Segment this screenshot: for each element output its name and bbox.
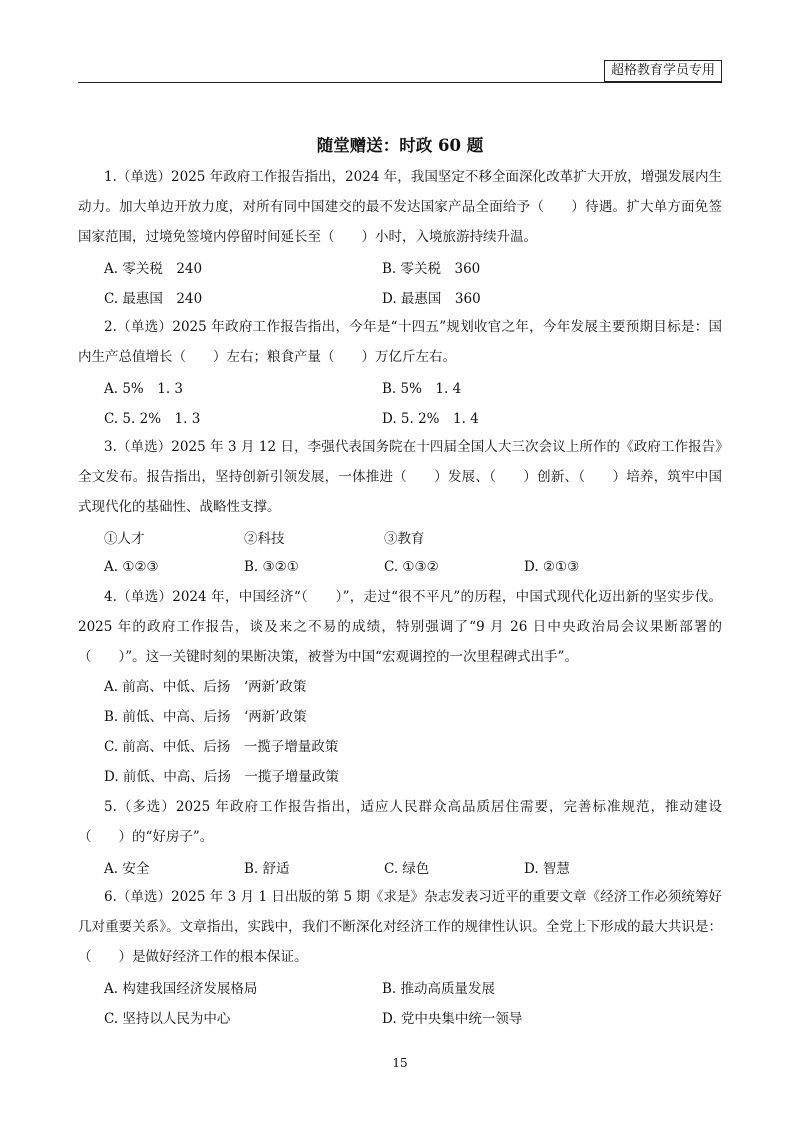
question-6-text: 6.（单选）2025 年 3 月 1 日出版的第 5 期《求是》杂志发表习近平的重要文章《经济工作必须统筹好几对重要关系》。文章指出，实践中，我们不断深化对经济工作的规律性认识。全党上下形成的最大共识是：（ ）是做好经济工作的根本保证。 bbox=[78, 889, 722, 965]
question-2-options-row2 bbox=[78, 402, 722, 432]
item-2: ②科技 bbox=[244, 531, 285, 547]
option-c: C. 最惠国 240 bbox=[104, 291, 203, 307]
option-b: B. 前低、中高、后扬 ‘两新’政策 bbox=[104, 709, 307, 725]
option-c: C. 坚持以人民为中心 bbox=[104, 1011, 231, 1027]
question-1-options-row1 bbox=[78, 252, 722, 282]
option-b: B. ③②① bbox=[244, 559, 299, 575]
page-number: 15 bbox=[392, 1056, 408, 1070]
option-d: D. 前低、中高、后扬 一揽子增量政策 bbox=[104, 769, 339, 785]
question-list bbox=[78, 162, 722, 1032]
option-b: B. 推动高质量发展 bbox=[382, 981, 496, 997]
question-2-text: 2.（单选）2025 年政府工作报告指出，今年是“十四五”规划收官之年，今年发展主要预期目标是：国内生产总值增长（ ）左右；粮食产量（ ）万亿斤左右。 bbox=[78, 319, 722, 365]
option-a: A. 前高、中低、后扬 ‘两新’政策 bbox=[104, 679, 307, 695]
item-1: ①人才 bbox=[104, 531, 145, 547]
option-d: D. 5. 2% 1. 4 bbox=[382, 411, 479, 427]
question-5-options bbox=[78, 852, 722, 882]
option-a: A. 安全 bbox=[104, 861, 150, 877]
option-a: A. 5% 1. 3 bbox=[104, 381, 184, 397]
option-d: D. 党中央集中统一领导 bbox=[382, 1011, 523, 1027]
question-4-text: 4.（单选）2024 年，中国经济“（ ）”，走过“很不平凡”的历程，中国式现代化迈出新的坚实步伐。2025 年的政府工作报告，谈及来之不易的成绩，特别强调了“9 月 26 日中央政治局会议果断部署的（ ）”。这一关键时刻的果断决策，被誉为中国“宏观调控的一次里程碑式出手”。 bbox=[78, 589, 722, 665]
header-badge: 超格教育学员专用 bbox=[604, 60, 722, 82]
question-3-options bbox=[78, 552, 722, 582]
question-6-options-row1 bbox=[78, 972, 722, 1002]
option-d: D. ②①③ bbox=[524, 559, 580, 575]
question-4-options bbox=[78, 672, 722, 792]
option-c: C. 前高、中低、后扬 一揽子增量政策 bbox=[104, 739, 339, 755]
option-b: B. 舒适 bbox=[244, 861, 290, 877]
question-1-options-row2 bbox=[78, 282, 722, 312]
question-3-items bbox=[78, 522, 722, 552]
question-1-text: 1.（单选）2025 年政府工作报告指出，2024 年，我国坚定不移全面深化改革扩大开放，增强发展内生动力。加大单边开放力度，对所有同中国建交的最不发达国家产品全面给予（ ）待遇。扩大单方面免签国家范围，过境免签境内停留时间延长至（ ）小时，入境旅游持续升温。 bbox=[78, 169, 722, 245]
option-c: C. 5. 2% 1. 3 bbox=[104, 411, 201, 427]
page-title: 随堂赠送：时政 60 题 bbox=[316, 136, 484, 155]
question-6-options-row2 bbox=[78, 1002, 722, 1032]
option-d: D. 最惠国 360 bbox=[382, 291, 481, 307]
option-c: C. 绿色 bbox=[384, 861, 430, 877]
item-3: ③教育 bbox=[384, 531, 425, 547]
question-2-options-row1 bbox=[78, 372, 722, 402]
header-divider bbox=[78, 82, 722, 83]
option-b: B. 5% 1. 4 bbox=[382, 381, 462, 397]
option-b: B. 零关税 360 bbox=[382, 261, 481, 277]
option-c: C. ①③② bbox=[384, 559, 439, 575]
question-3-text: 3.（单选）2025 年 3 月 12 日，李强代表国务院在十四届全国人大三次会议上所作的《政府工作报告》全文发布。报告指出，坚持创新引领发展，一体推进（ ）发展、（ ）创新、（ ）培养，筑牢中国式现代化的基础性、战略性支撑。 bbox=[78, 439, 722, 515]
question-5-text: 5.（多选）2025 年政府工作报告指出，适应人民群众高品质居住需要，完善标准规范，推动建设（ ）的“好房子”。 bbox=[78, 799, 722, 845]
option-a: A. 零关税 240 bbox=[104, 261, 203, 277]
option-a: A. ①②③ bbox=[104, 559, 159, 575]
option-a: A. 构建我国经济发展格局 bbox=[104, 981, 258, 997]
option-d: D. 智慧 bbox=[524, 861, 570, 877]
